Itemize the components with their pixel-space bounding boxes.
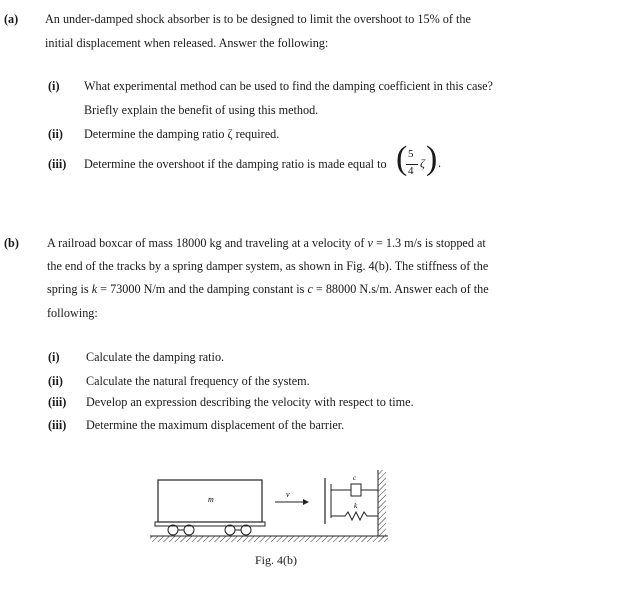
part-b-item-num: (iii) [48, 395, 67, 409]
part-b-line2: the end of the tracks by a spring damper system, as shown in Fig. 4(b). The stiffness of the [47, 259, 489, 273]
part-a-item-text: What experimental method can be used to find the damping coefficient in this case? [84, 79, 493, 93]
part-a-item-text: Briefly explain the benefit of using this method. [84, 103, 319, 117]
arrow-head [303, 499, 309, 505]
damper-cylinder [351, 484, 361, 496]
spring-label: k [354, 502, 358, 510]
right-paren: ) [426, 140, 438, 177]
part-a-item-text: Determine the overshoot if the damping ratio is made equal to [84, 157, 387, 171]
part-b-line1: A railroad boxcar of mass 18000 kg and traveling at a velocity of v = 1.3 m/s is stopped at [47, 236, 486, 250]
fraction-denominator: 4 [408, 165, 414, 177]
velocity-label: v [286, 490, 290, 499]
spring-coil [331, 512, 378, 520]
fraction-numerator: 5 [408, 148, 414, 160]
damper-label: c [353, 474, 357, 482]
part-b-item-num: (iii) [48, 418, 67, 432]
period: . [438, 156, 442, 170]
part-a-item-num: (i) [48, 79, 60, 93]
part-a-intro-line2: initial displacement when released. Answer the following: [45, 36, 329, 50]
part-a-label: (a) [4, 12, 19, 26]
boxcar-figure [145, 464, 395, 552]
part-b-item-text: Calculate the natural frequency of the system. [86, 374, 310, 388]
part-a-intro-line1: An under-damped shock absorber is to be designed to limit the overshoot to 15% of the [45, 12, 471, 26]
part-b-item-num: (ii) [48, 374, 63, 388]
part-a-item-num: (iii) [48, 157, 67, 171]
figure-caption: Fig. 4(b) [255, 553, 297, 567]
part-a-item-text: Determine the damping ratio ζ required. [84, 127, 280, 141]
part-b-line3: spring is k = 73000 N/m and the damping constant is c = 88000 N.s/m. Answer each of the [47, 282, 489, 296]
part-b-item-num: (i) [48, 350, 60, 364]
zeta-symbol: ζ [420, 156, 425, 170]
wall-hatch [378, 470, 386, 538]
part-b-item-text: Develop an expression describing the velocity with respect to time. [86, 395, 414, 409]
fraction-expression [396, 140, 456, 184]
part-b-label: (b) [4, 236, 19, 250]
left-paren: ( [396, 140, 408, 177]
part-a-item-num: (ii) [48, 127, 63, 141]
part-b-item-text: Calculate the damping ratio. [86, 350, 225, 364]
mass-label: m [208, 495, 214, 504]
part-b-item-text: Determine the maximum displacement of the barrier. [86, 418, 345, 432]
part-b-line4: following: [47, 306, 98, 320]
ground-hatch [150, 536, 388, 542]
